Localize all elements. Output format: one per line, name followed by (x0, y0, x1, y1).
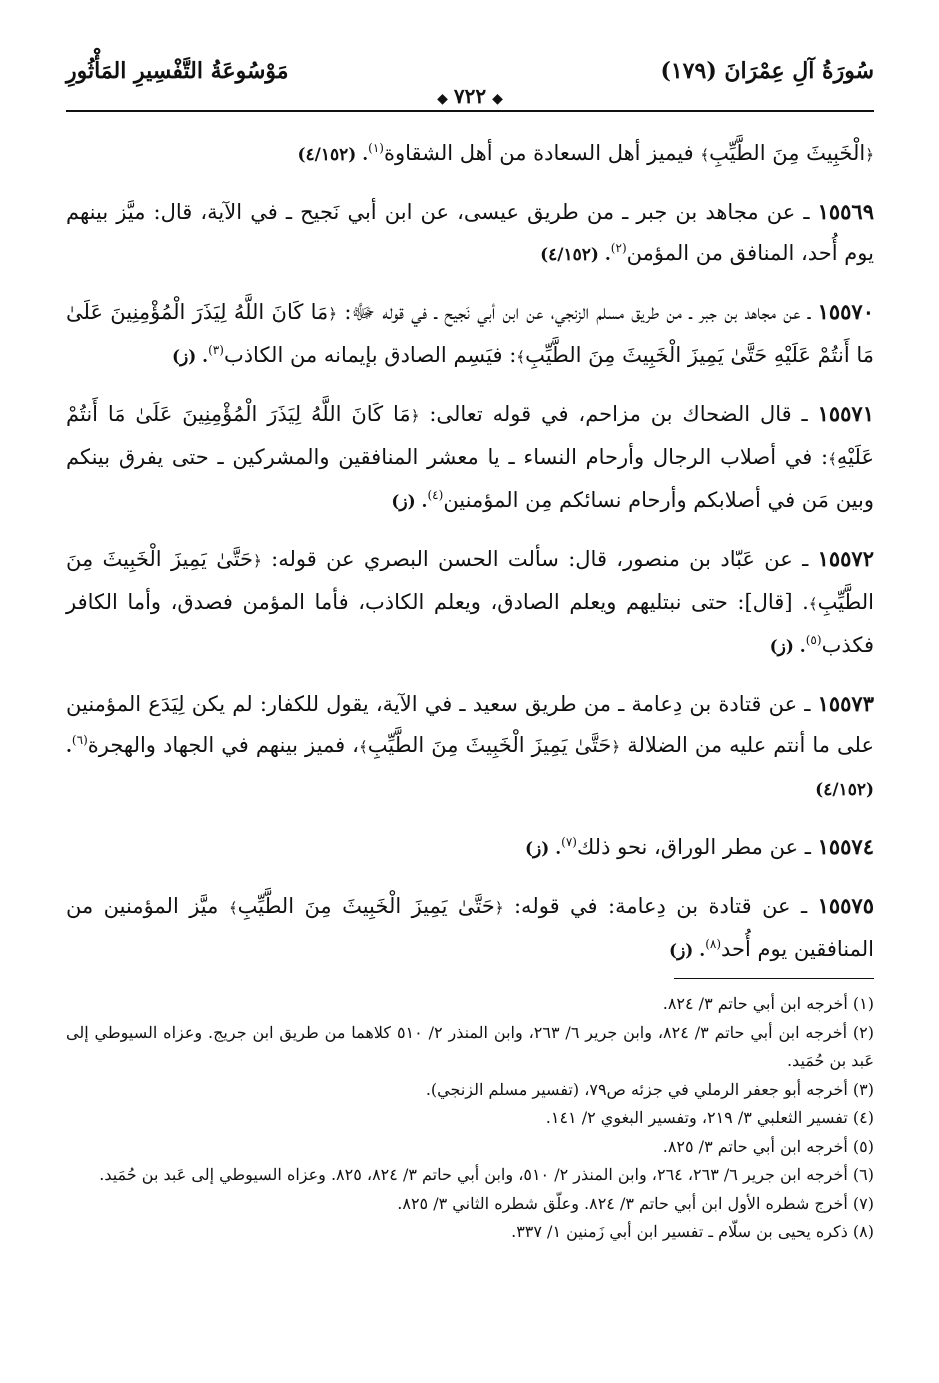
footnote: (٢) أخرجه ابن أبي حاتم ٣/ ٨٢٤، وابن جرير ٦/ ٢٦٣، وابن المنذر ٢/ ٥١٠ كلاهما من طريق ابن جريج. وعزاه السيوطي إلى عَبد بن حُمَيد. (66, 1022, 875, 1070)
reference: . (٤/١٥٢) (66, 737, 874, 800)
entry: ﴿الْخَبِيثَ مِنَ الطَّيِّبِ﴾ فيميز أهل السعادة من أهل الشقاوة$^{(١)}$. (٤/١٥٢) (297, 141, 874, 165)
entry-number: ١٥٥٧١ (817, 401, 874, 426)
footnote: (٤) تفسير الثعلبي ٣/ ٢١٩، وتفسير البغوي ٢/ ١٤١. (545, 1108, 874, 1127)
footnote: (٦) أخرجه ابن جرير ٦/ ٢٦٣، ٢٦٤، وابن المنذر ٢/ ٥١٠، وابن أبي حاتم ٣/ ٨٢٤، ٨٢٥. وعزاه السيوطي إلى عَبد بن حُمَيد. (99, 1165, 874, 1184)
reference: . (٤/١٥٢) (540, 245, 611, 265)
reference: . (ز) (171, 347, 209, 367)
quran-verse: الْخَبِيثَ مِنَ الطَّيِّبِ (709, 141, 866, 165)
ornament-icon: ◆ (437, 91, 448, 107)
entry-number: ١٥٥٧٠ (817, 299, 874, 324)
footnote-marker: (٨) (705, 937, 722, 951)
reference: . (ز) (525, 839, 562, 859)
reference: . (ز) (391, 492, 428, 512)
footnote-marker: (٣) (208, 343, 224, 357)
footnote: (٣) أخرجه أبو جعفر الرملي في جزئه ص٧٩، (تفسير مسلم الزنجي). (425, 1079, 874, 1099)
footnote: (٥) أخرجه ابن أبي حاتم ٣/ ٨٢٥. (662, 1136, 874, 1156)
entry-number: ١٥٥٦٩ (817, 199, 874, 224)
entry: ١٥٥٧٠ ـ عن مجاهد بن جبر ـ من طريق مسلم الزنجي، عن ابن أبي نَجيح ـ في قوله ﷻ: ﴿مَا كَانَ اللَّهُ لِيَذَرَ الْمُؤْمِنِينَ عَلَىٰ مَا أَنتُمْ عَلَيْهِ حَتَّىٰ يَمِيزَ الْخَبِيثَ مِنَ الطَّيِّبِ﴾: فيَسِم الصادق بإيمانه من الكاذب$^{(٣)}$. (ز) (66, 299, 874, 367)
quran-verse: مَا كَانَ اللَّهُ لِيَذَرَ الْمُؤْمِنِينَ عَلَىٰ مَا أَنتُمْ عَلَيْهِ (66, 402, 874, 469)
page-header (66, 40, 874, 108)
entry: ١٥٥٧٤ ـ عن مطر الوراق، نحو ذلك$^{(٧)}$. (ز) (525, 834, 874, 859)
footnote-marker: (٦) (71, 733, 88, 747)
footnote-marker: (٥) (805, 633, 822, 647)
reference: . (ز) (669, 941, 706, 961)
header-rule (66, 110, 874, 112)
reference: . (٤/١٥٢) (297, 145, 369, 165)
quran-verse: حَتَّىٰ يَمِيزَ الْخَبِيثَ مِنَ الطَّيِّبِ (367, 733, 612, 757)
entry: ١٥٥٧١ ـ قال الضحاك بن مزاحم، في قوله تعالى: ﴿مَا كَانَ اللَّهُ لِيَذَرَ الْمُؤْمِنِينَ عَلَىٰ مَا أَنتُمْ عَلَيْهِ﴾: في أصلاب الرجال وأرحام النساء ـ يا معشر المنافقين والمشركين ـ حتى يفرق بينكم وبين مَن في أصلابكم وأرحام نسائكم مِن المؤمنين$^{(٤)}$. (ز) (66, 401, 874, 512)
entry-number: ١٥٥٧٤ (817, 834, 874, 859)
entry-number: ١٥٥٧٢ (817, 546, 874, 571)
page (66, 40, 875, 1241)
reference: . (ز) (769, 637, 806, 657)
entry: ١٥٥٦٩ ـ عن مجاهد بن جبر ـ من طريق عيسى، عن ابن أبي نَجيح ـ في الآية، قال: ميَّز بينهم يوم أُحد، المنافق من المؤمن$^{(٢)}$. (٤/١٥٢) (66, 199, 874, 265)
footnote-marker: (٢) (610, 241, 627, 255)
footnote: (١) أخرجه ابن أبي حاتم ٣/ ٨٢٤. (662, 994, 874, 1013)
quran-verse: حَتَّىٰ يَمِيزَ الْخَبِيثَ مِنَ الطَّيِّبِ (66, 547, 874, 614)
footnote-marker: (١) (368, 141, 384, 155)
footnote-marker: (٤) (427, 488, 444, 502)
entry: ١٥٥٧٢ ـ عن عَبّاد بن منصور، قال: سألت الحسن البصري عن قوله: ﴿حَتَّىٰ يَمِيزَ الْخَبِيثَ مِنَ الطَّيِّبِ﴾. [قال]: حتى نبتليهم ويعلم الصادق، ويعلم الكاذب، فأما المؤمن فصدق، وأما الكافر فكذب$^{(٥)}$. (ز) (66, 546, 874, 657)
entry-number: ١٥٥٧٥ (817, 893, 874, 918)
footnote: (٨) ذكره يحيى بن سلّام ـ تفسير ابن أبي زَمنين ١/ ٣٣٧. (511, 1222, 874, 1241)
entry-number: ١٥٥٧٣ (817, 691, 874, 716)
quran-verse: حَتَّىٰ يَمِيزَ الْخَبِيثَ مِنَ الطَّيِّبِ (237, 894, 495, 918)
entry: ١٥٥٧٣ ـ عن قتادة بن دِعامة ـ من طريق سعيد ـ في الآية، يقول للكفار: لم يكن لِيَدَع المؤمنين على ما أنتم عليه من الضلالة ﴿حَتَّىٰ يَمِيزَ الْخَبِيثَ مِنَ الطَّيِّبِ﴾، فميز بينهم في الجهاد والهجرة$^{(٦)}$. (٤/١٥٢) (66, 691, 874, 800)
ornament-icon: ◆ (492, 91, 503, 107)
main-text (66, 132, 874, 987)
book-title: مَوْسُوعَةُ التَّفْسِيرِ المَأْثُورِ (66, 58, 289, 84)
footnote-marker: (٧) (561, 835, 577, 849)
footnotes (66, 990, 874, 1247)
page-number-block (66, 84, 874, 108)
page-number: ٧٢٢ (453, 84, 487, 108)
entry: ١٥٥٧٥ ـ عن قتادة بن دِعامة: في قوله: ﴿حَتَّىٰ يَمِيزَ الْخَبِيثَ مِنَ الطَّيِّبِ﴾ ميَّز المؤمنين من المنافقين يوم أُحد$^{(٨)}$. (ز) (66, 893, 874, 961)
footnote: (٧) أخرج شطره الأول ابن أبي حاتم ٣/ ٨٢٤. وعلّق شطره الثاني ٣/ ٨٢٥. (397, 1193, 874, 1213)
surah-title: سُورَةُ آلِ عِمْرَانَ (١٧٩) (660, 58, 874, 84)
quran-verse: مَا كَانَ اللَّهُ لِيَذَرَ الْمُؤْمِنِينَ عَلَىٰ مَا أَنتُمْ عَلَيْهِ حَتَّىٰ يَمِيزَ الْخَبِيثَ مِنَ الطَّيِّبِ (66, 300, 874, 367)
footnote-separator (674, 978, 874, 979)
